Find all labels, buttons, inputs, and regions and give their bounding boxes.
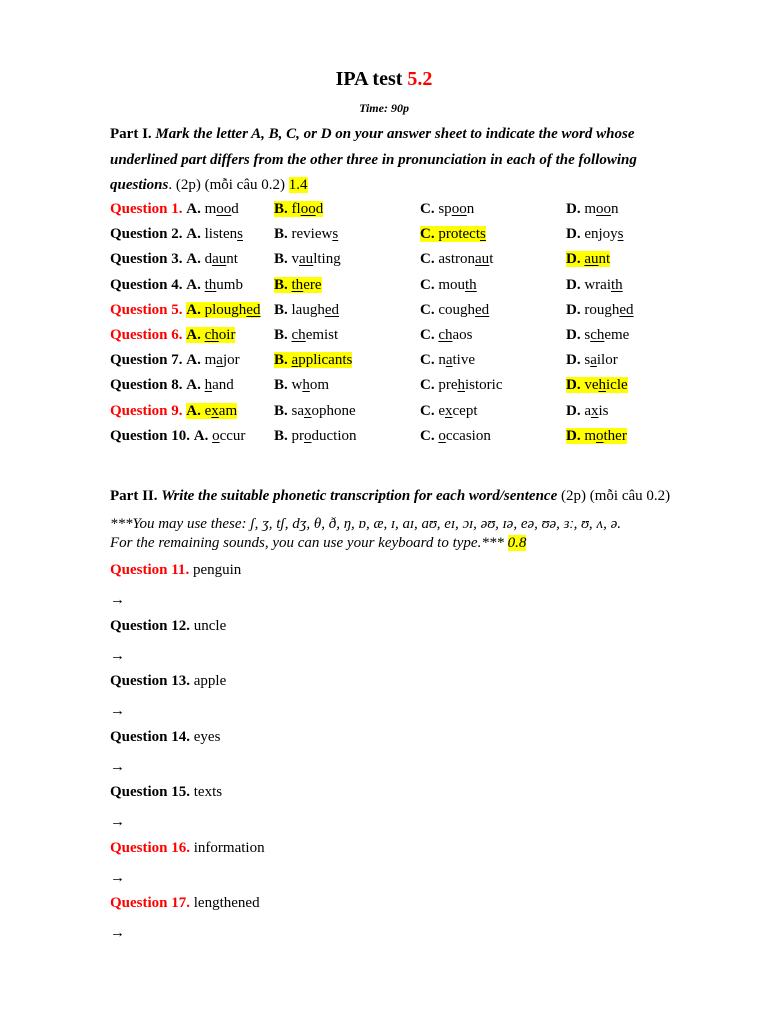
answer-arrow-icon: → (110, 869, 125, 886)
option-word: native (438, 352, 476, 369)
option-word: scheme (584, 326, 630, 343)
answer-option-c (420, 222, 486, 247)
option-letter: D. (566, 301, 581, 318)
answer-arrow-icon: → (110, 592, 125, 608)
answer-option-c (420, 323, 473, 348)
transcription-question (110, 725, 220, 750)
answer-option-b (274, 373, 329, 398)
option-word: production (291, 427, 357, 444)
option-word: chaos (438, 326, 473, 343)
part1-instructions (110, 122, 670, 199)
answer-option-a (110, 197, 239, 222)
option-word: coughed (438, 301, 490, 318)
transcription-item (110, 891, 670, 947)
option-word: chemist (291, 326, 339, 343)
option-word: daunt (204, 251, 238, 268)
option-content (274, 352, 352, 368)
option-content (566, 377, 628, 393)
underlined-part: x (591, 402, 599, 419)
part2-instruction-text: Write the suitable phonetic transcription for each word/sentence (161, 488, 558, 504)
option-letter: D. (566, 427, 581, 444)
underlined-part: ed (324, 301, 340, 318)
option-letter: A. (186, 251, 201, 268)
underlined-part: x (211, 402, 219, 419)
option-content (274, 327, 338, 343)
underlined-part: oo (300, 201, 316, 217)
option-word: reviews (291, 226, 339, 243)
option-letter: D. (566, 402, 581, 419)
underlined-part: ed (246, 301, 261, 318)
answer-option-c (420, 298, 489, 323)
underlined-part: h (598, 377, 607, 394)
underlined-part: ed (475, 301, 490, 318)
question-label: Question 10. (110, 427, 191, 444)
option-letter: B. (274, 352, 288, 369)
underlined-part: oo (216, 201, 232, 217)
question-label: Question 11 (110, 562, 186, 578)
answer-option-b (274, 197, 323, 222)
option-letter: D. (566, 276, 581, 293)
option-letter: B. (274, 201, 288, 217)
option-letter: C. (420, 427, 435, 444)
question-label: Question 17 (110, 895, 187, 911)
option-letter: C. (420, 326, 435, 343)
option-content (186, 201, 239, 217)
transcription-question (110, 836, 265, 861)
answer-arrow-icon: → (110, 925, 125, 941)
question-row (110, 298, 670, 323)
underlined-part: th (465, 276, 477, 293)
answer-option-b (274, 424, 357, 449)
option-content (274, 201, 323, 217)
question-dot: . (186, 895, 191, 911)
answer-option-b (274, 323, 338, 348)
underlined-part: o (304, 427, 312, 444)
question-label: Question 13 (110, 673, 187, 689)
option-letter: C. (420, 377, 435, 394)
option-content (186, 403, 237, 419)
option-content (566, 201, 619, 217)
transcription-item (110, 780, 670, 836)
option-word: except (438, 402, 478, 419)
option-word: prehistoric (438, 377, 503, 394)
underlined-part: a (216, 352, 223, 369)
transcription-question (110, 891, 260, 916)
underlined-part: th (204, 276, 217, 293)
option-letter: B. (274, 301, 288, 318)
answer-option-d (566, 197, 619, 222)
option-content (420, 201, 474, 217)
question-label: Question 6. (110, 326, 183, 343)
underlined-part: o (596, 427, 604, 444)
option-content (194, 428, 246, 444)
option-word: ploughed (204, 301, 261, 318)
answer-option-d (566, 273, 623, 298)
underlined-part: o (212, 427, 220, 444)
option-word: whom (291, 377, 330, 394)
underlined-part: a (291, 352, 299, 369)
underlined-part: oo (451, 201, 467, 217)
question-label: Question 2. (110, 226, 183, 243)
question-row (110, 222, 670, 247)
target-word: lengthened (193, 895, 260, 911)
answer-arrow-icon: → (110, 703, 125, 719)
answer-option-b (274, 273, 322, 298)
transcription-question (110, 669, 226, 694)
option-letter: A. (186, 377, 201, 394)
option-content (274, 302, 339, 318)
question-label: Question 1. (110, 201, 183, 217)
option-content (420, 277, 477, 293)
option-content (420, 428, 491, 444)
answer-option-a (110, 348, 240, 373)
option-letter: D. (566, 201, 581, 217)
option-letter: A. (186, 402, 201, 419)
option-word: exam (204, 402, 238, 419)
option-letter: A. (186, 326, 201, 343)
option-content (566, 428, 627, 444)
option-word: major (204, 352, 240, 369)
question-label: Question 7. (110, 352, 183, 369)
answer-option-a (110, 273, 243, 298)
question-row (110, 273, 670, 298)
option-word: laughed (291, 301, 340, 318)
option-content (420, 377, 503, 393)
question-label: Question 4. (110, 276, 183, 293)
question-label: Question 16 (110, 839, 187, 856)
option-word: roughed (584, 301, 634, 318)
option-content (274, 403, 356, 419)
underlined-part: ch (291, 326, 306, 343)
question-dot: . (186, 673, 191, 689)
option-letter: B. (274, 326, 288, 343)
option-word: astronaut (438, 251, 494, 268)
answer-option-d (566, 298, 634, 323)
option-content (566, 352, 618, 368)
question-dot: . (186, 839, 191, 856)
option-word: vehicle (584, 377, 628, 394)
option-word: moon (584, 201, 619, 217)
question-label: Question 15 (110, 784, 187, 800)
option-letter: D. (566, 377, 581, 394)
title-text: IPA test (335, 68, 408, 90)
underlined-part: x (445, 402, 453, 419)
option-content (566, 277, 623, 293)
underlined-part: o (438, 427, 446, 444)
option-letter: A. (186, 226, 201, 243)
option-letter: A. (186, 301, 201, 318)
part2-points: (2p) (mỗi câu 0.2) (557, 488, 671, 504)
part1-points: . (2p) (mỗi câu 0.2) (168, 177, 289, 193)
option-content (186, 302, 260, 318)
option-content (420, 352, 475, 368)
answer-option-d (566, 222, 624, 247)
question-label: Question 14 (110, 728, 187, 745)
underlined-part: a (590, 352, 597, 369)
answer-option-a (110, 323, 235, 348)
answer-arrow-icon: → (110, 647, 125, 664)
target-word: apple (193, 673, 227, 689)
option-letter: A. (186, 352, 201, 369)
answer-option-a (110, 298, 260, 323)
answer-option-b (274, 348, 352, 373)
answer-option-c (420, 273, 477, 298)
option-word: mood (204, 201, 239, 217)
option-word: listens (204, 226, 243, 243)
answer-option-b (274, 298, 339, 323)
option-letter: B. (274, 276, 288, 293)
option-content (420, 226, 486, 242)
option-content (274, 428, 357, 444)
answer-option-d (566, 373, 628, 398)
option-letter: B. (274, 226, 288, 243)
underlined-part: a (445, 352, 453, 369)
underlined-part: h (204, 377, 213, 394)
underlined-part: th (291, 276, 304, 293)
option-content (566, 226, 624, 242)
option-word: saxophone (291, 402, 356, 419)
transcription-item (110, 725, 670, 781)
answer-option-a (110, 373, 234, 398)
option-word: mouth (438, 276, 477, 293)
option-word: there (291, 276, 322, 293)
answer-option-a (110, 424, 245, 449)
option-word: occur (212, 427, 246, 444)
underlined-part: au (475, 251, 490, 268)
option-content (420, 302, 489, 318)
option-content (566, 251, 610, 267)
transcription-item (110, 558, 670, 614)
option-word: thumb (204, 276, 243, 293)
question-dot: . (186, 784, 191, 800)
option-content (274, 251, 341, 267)
option-content (274, 226, 338, 242)
underlined-part: th (611, 276, 623, 293)
underlined-part: s (332, 226, 339, 243)
option-content (274, 277, 322, 293)
answer-option-a (110, 222, 243, 247)
option-letter: B. (274, 402, 288, 419)
option-content (566, 403, 609, 419)
target-word: penguin (192, 562, 242, 578)
option-letter: D. (566, 226, 581, 243)
answer-option-c (420, 424, 491, 449)
question-label: Question 8. (110, 377, 183, 394)
option-letter: A. (186, 201, 201, 217)
option-word: spoon (438, 201, 475, 217)
option-content (186, 352, 239, 368)
ipa-keyboard-line: For the remaining sounds, you can use your keyboard to type.*** (110, 535, 508, 551)
option-letter: D. (566, 352, 581, 369)
answer-option-a (110, 247, 238, 272)
target-word: eyes (193, 728, 221, 745)
option-letter: B. (274, 251, 288, 268)
question-dot: . (185, 562, 190, 578)
option-letter: C. (420, 402, 435, 419)
option-word: axis (584, 402, 609, 419)
answer-option-c (420, 247, 493, 272)
option-letter: D. (566, 251, 581, 268)
underlined-part: ch (204, 326, 219, 343)
option-letter: C. (420, 276, 435, 293)
answer-arrow-icon: → (110, 758, 125, 775)
part1-instruction-text: Mark the letter A, B, C, or D on your answer sheet to indicate the word whose underlined part differs from the other three in pronunciation in each of the following questions (110, 126, 637, 193)
transcription-question (110, 780, 222, 805)
underlined-part: au (299, 251, 314, 268)
option-content (186, 251, 238, 267)
option-letter: A. (186, 276, 201, 293)
option-content (186, 377, 234, 393)
option-letter: C. (420, 226, 435, 243)
option-content (566, 327, 629, 343)
underlined-part: ed (619, 301, 634, 318)
question-row (110, 323, 670, 348)
option-word: sailor (584, 352, 618, 369)
underlined-part: oo (596, 201, 612, 217)
answer-option-b (274, 399, 356, 424)
option-content (420, 327, 473, 343)
answer-option-b (274, 247, 341, 272)
underlined-part: au (212, 251, 227, 268)
question-label: Question 5. (110, 301, 183, 318)
transcription-item (110, 614, 670, 670)
transcription-list (110, 558, 670, 947)
option-letter: A. (193, 427, 209, 444)
part2-instructions (110, 486, 710, 506)
transcription-item (110, 669, 670, 725)
answer-option-d (566, 399, 609, 424)
transcription-question (110, 614, 226, 639)
question-row (110, 247, 670, 272)
underlined-part: ch (590, 326, 605, 343)
page-title (0, 68, 768, 91)
ipa-symbols-line: ***You may use these: ʃ, ʒ, tʃ, dʒ, θ, ð, ŋ, ɒ, æ, ɪ, aɪ, aʊ, eɪ, ɔɪ, əʊ, ɪə, eə, ʊə, ɜː, ʊ, ʌ, ə. (110, 516, 621, 532)
question-row (110, 424, 670, 449)
option-content (186, 226, 243, 242)
option-word: applicants (291, 352, 353, 369)
question-label: Question 12 (110, 617, 187, 634)
question-row (110, 348, 670, 373)
part1-label: Part I. (110, 126, 152, 142)
option-word: flood (291, 201, 324, 217)
answer-option-c (420, 197, 474, 222)
question-table (110, 197, 670, 449)
answer-option-a (110, 399, 237, 424)
option-word: occasion (438, 427, 491, 444)
underlined-part: s (237, 226, 243, 243)
answer-option-c (420, 348, 475, 373)
option-letter: C. (420, 352, 435, 369)
time-limit: Time: 90p (359, 101, 409, 115)
part1-score: 1.4 (288, 177, 308, 193)
target-word: uncle (193, 617, 227, 634)
answer-option-d (566, 424, 627, 449)
underlined-part: s (617, 226, 624, 243)
option-word: hand (204, 377, 234, 394)
part2-score: 0.8 (507, 535, 527, 551)
option-word: vaulting (291, 251, 341, 268)
question-label: Question 9. (110, 402, 183, 419)
underlined-part: au (584, 251, 599, 268)
option-content (186, 277, 243, 293)
option-word: aunt (584, 251, 611, 268)
option-word: mother (584, 427, 627, 444)
option-letter: B. (274, 427, 288, 444)
target-word: information (193, 839, 265, 856)
question-label: Question 3. (110, 251, 183, 268)
option-content (186, 327, 235, 343)
option-letter: C. (420, 251, 435, 268)
answer-option-d (566, 348, 618, 373)
answer-option-c (420, 373, 503, 398)
question-row (110, 373, 670, 398)
answer-option-d (566, 323, 629, 348)
answer-option-d (566, 247, 610, 272)
option-letter: D. (566, 326, 581, 343)
option-word: enjoys (584, 226, 624, 243)
title-number: 5.2 (407, 68, 433, 90)
question-dot: . (186, 617, 191, 634)
underlined-part: ch (438, 326, 453, 343)
part2-label: Part II. (110, 488, 158, 504)
option-word: protects (438, 226, 486, 243)
option-content (274, 377, 329, 393)
transcription-item (110, 836, 670, 892)
question-dot: . (186, 728, 191, 745)
answer-option-c (420, 399, 478, 424)
option-word: wraith (584, 276, 623, 293)
transcription-question (110, 558, 241, 583)
option-content (420, 251, 493, 267)
option-letter: C. (420, 301, 435, 318)
answer-arrow-icon: → (110, 814, 125, 830)
question-row (110, 399, 670, 424)
underlined-part: s (480, 226, 486, 243)
underlined-part: h (457, 377, 465, 394)
option-content (420, 403, 478, 419)
ipa-symbols-note (110, 515, 710, 553)
answer-option-b (274, 222, 338, 247)
underlined-part: x (304, 402, 312, 419)
option-letter: C. (420, 201, 435, 217)
underlined-part: h (302, 377, 310, 394)
option-content (566, 302, 634, 318)
target-word: texts (193, 784, 223, 800)
question-row (110, 197, 670, 222)
option-word: choir (204, 326, 236, 343)
option-letter: B. (274, 377, 288, 394)
